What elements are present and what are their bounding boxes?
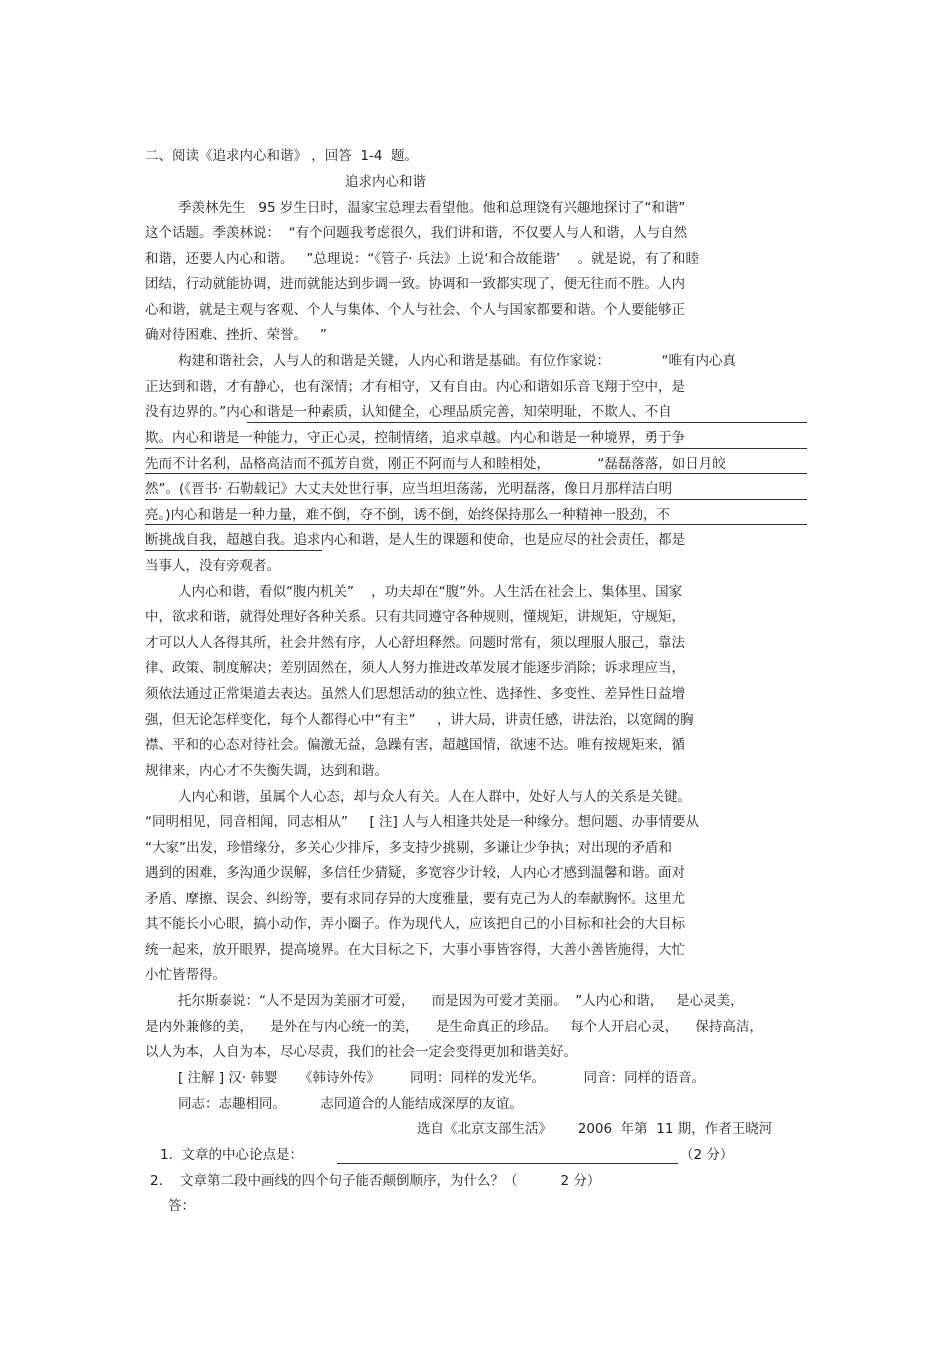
p4-line: 人内心和谐，虽属个人心态，却与众人有关。人在人群中，处好人与人的关系是关键。 bbox=[178, 789, 691, 805]
underline bbox=[145, 499, 807, 500]
p3-line: 中，欲求和谐，就得处理好各种关系。只有共同遵守各种规则，懂规矩，讲规矩，守规矩， bbox=[145, 609, 685, 625]
p3-line: 人内心和谐，看似“腹内机关” ，功夫却在“腹”外。人生活在社会上、集体里、国家 bbox=[178, 584, 683, 600]
p3-line: 须依法通过正常渠道去表达。虽然人们思想活动的独立性、选择性、多变性、差异性日益增 bbox=[145, 686, 685, 702]
note-line: 同志：志趣相同。 志同道合的人能结成深厚的友谊。 bbox=[178, 1096, 523, 1112]
p3-line: 襟、平和的心态对待社会。偏激无益，急躁有害，超越国情，欲速不达。唯有按规矩来，循 bbox=[145, 737, 685, 753]
question-1-answer-line[interactable] bbox=[337, 1163, 678, 1164]
question-1-label: 1. 文章的中心论点是： bbox=[160, 1147, 303, 1163]
p5-line: 托尔斯泰说：“人不是因为美丽才可爱， 而是因为可爱才美丽。 ”人内心和谐， 是心灵美， bbox=[178, 993, 744, 1009]
question-1-score: （2 分） bbox=[680, 1147, 734, 1163]
note-line: [ 注解 ] 汉· 韩婴 《韩诗外传》 同明：同样的发光华。 同音：同样的语音。 bbox=[178, 1070, 706, 1086]
underline bbox=[247, 422, 807, 423]
p3-line: 才可以人人各得其所，社会井然有序，人心舒坦释然。问题时常有，须以理服人服己，靠法 bbox=[145, 635, 685, 651]
p4-line: 其不能长小心眼，搞小动作，弄小圈子。作为现代人，应该把自己的小目标和社会的大目标 bbox=[145, 916, 685, 932]
underline bbox=[145, 524, 807, 525]
underline bbox=[145, 448, 807, 449]
question-2-label: 2. 文章第二段中画线的四个句子能否颠倒顺序，为什么？（ 2 分） bbox=[150, 1173, 601, 1189]
p4-line: “同明相见，同音相闻，同志相从” [ 注] 人与人相逢共处是一种缘分。想问题、办事情要从 bbox=[145, 814, 700, 830]
p4-line: 遇到的困难，多沟通少误解，多信任少猜疑，多宽容少计较，人内心才感到温馨和谐。面对 bbox=[145, 865, 685, 881]
p5-line: 是内外兼修的美， 是外在与内心统一的美， 是生命真正的珍品。 每个人开启心灵， 保持高洁， bbox=[145, 1019, 763, 1035]
p2-line: 欺。内心和谐是一种能力，守正心灵，控制情绪，追求卓越。内心和谐是一种境界，勇于争 bbox=[145, 430, 685, 446]
p2-line: 先而不计名利，品格高洁而不孤芳自赏，刚正不阿而与人和睦相处， “磊磊落落，如日月皎 bbox=[145, 456, 726, 472]
p3-line: 规律来，内心才不失衡失调，达到和谐。 bbox=[145, 763, 388, 779]
underline bbox=[145, 473, 807, 474]
p3-line: 强，但无论怎样变化，每个人都得心中“有主” ，讲大局，讲责任感，讲法治，以宽阔的胸 bbox=[145, 712, 694, 728]
p2-line: 亮。)内心和谐是一种力量，难不倒，夺不倒，诱不倒，始终保持那么一种精神一股劲，不 bbox=[145, 507, 671, 523]
p5-line: 以人为本，人自为本，尽心尽责，我们的社会一定会变得更加和谐美好。 bbox=[145, 1044, 577, 1060]
p4-line: 矛盾、摩擦、误会、纠纷等，要有求同存异的大度雅量，要有克己为人的奉献胸怀。这里尤 bbox=[145, 891, 685, 907]
answer-label: 答： bbox=[168, 1198, 195, 1214]
p2-line: 当事人，没有旁观者。 bbox=[145, 558, 280, 574]
p3-line: 律、政策、制度解决；差别固然在，须人人努力推进改革发展才能逐步消除；诉求理应当， bbox=[145, 660, 685, 676]
p2-line: 正达到和谐，才有静心，也有深情；才有相守，又有自由。内心和谐如乐音飞翔于空中，是 bbox=[145, 379, 685, 395]
p2-line: 构建和谐社会，人与人的和谐是关键，人内心和谐是基础。有位作家说： “唯有内心真 bbox=[178, 353, 736, 369]
section-header: 二、阅读《追求内心和谐》 ，回答 1-4 题。 bbox=[145, 148, 419, 164]
p1-line: 季羡林先生 95 岁生日时，温家宝总理去看望他。他和总理饶有兴趣地探讨了“和谐” bbox=[178, 200, 686, 216]
source-citation: 选自《北京支部生活》 2006 年第 11 期，作者王晓河 bbox=[417, 1121, 773, 1137]
p2-line: 没有边界的。”内心和谐是一种素质，认知健全，心理品质完善，知荣明耻，不欺人、不自 bbox=[145, 404, 672, 420]
p1-line: 确对待困难、挫折、荣誉。 ” bbox=[145, 327, 327, 343]
p1-line: 心和谐，就是主观与客观、个人与集体、个人与社会、个人与国家都要和谐。个人要能够正 bbox=[145, 302, 685, 318]
p4-line: 统一起来，放开眼界，提高境界。在大目标之下，大事小事皆容得，大善小善皆施得，大忙 bbox=[145, 942, 685, 958]
p2-line: 然”。(《晋书· 石勒载记》大丈夫处世行事，应当坦坦荡荡，光明磊落，像日月那样洁白明 bbox=[145, 481, 673, 497]
p4-line: 小忙皆帮得。 bbox=[145, 967, 226, 983]
p1-line: 这个话题。季羡林说： “有个问题我考虑很久，我们讲和谐，不仅要人与人和谐，人与自然 bbox=[145, 225, 688, 241]
p1-line: 团结，行动就能协调，进而就能达到步调一致。协调和一致都实现了，便无往而不胜。人内 bbox=[145, 276, 685, 292]
underline bbox=[145, 550, 322, 551]
p4-line: “大家”出发，珍惜缘分，多关心少排斥，多支持少挑剔，多谦让少争执；对出现的矛盾和 bbox=[145, 840, 672, 856]
p2-line: 断挑战自我，超越自我。追求内心和谐，是人生的课题和使命，也是应尽的社会责任，都是 bbox=[145, 532, 685, 548]
article-title: 追求内心和谐 bbox=[345, 174, 426, 190]
answer-area[interactable] bbox=[200, 1192, 800, 1292]
p1-line: 和谐，还要人内心和谐。 ”总理说：“《管子· 兵法》上说‘和合故能谐’ 。就是说，有了和睦 bbox=[145, 251, 699, 267]
